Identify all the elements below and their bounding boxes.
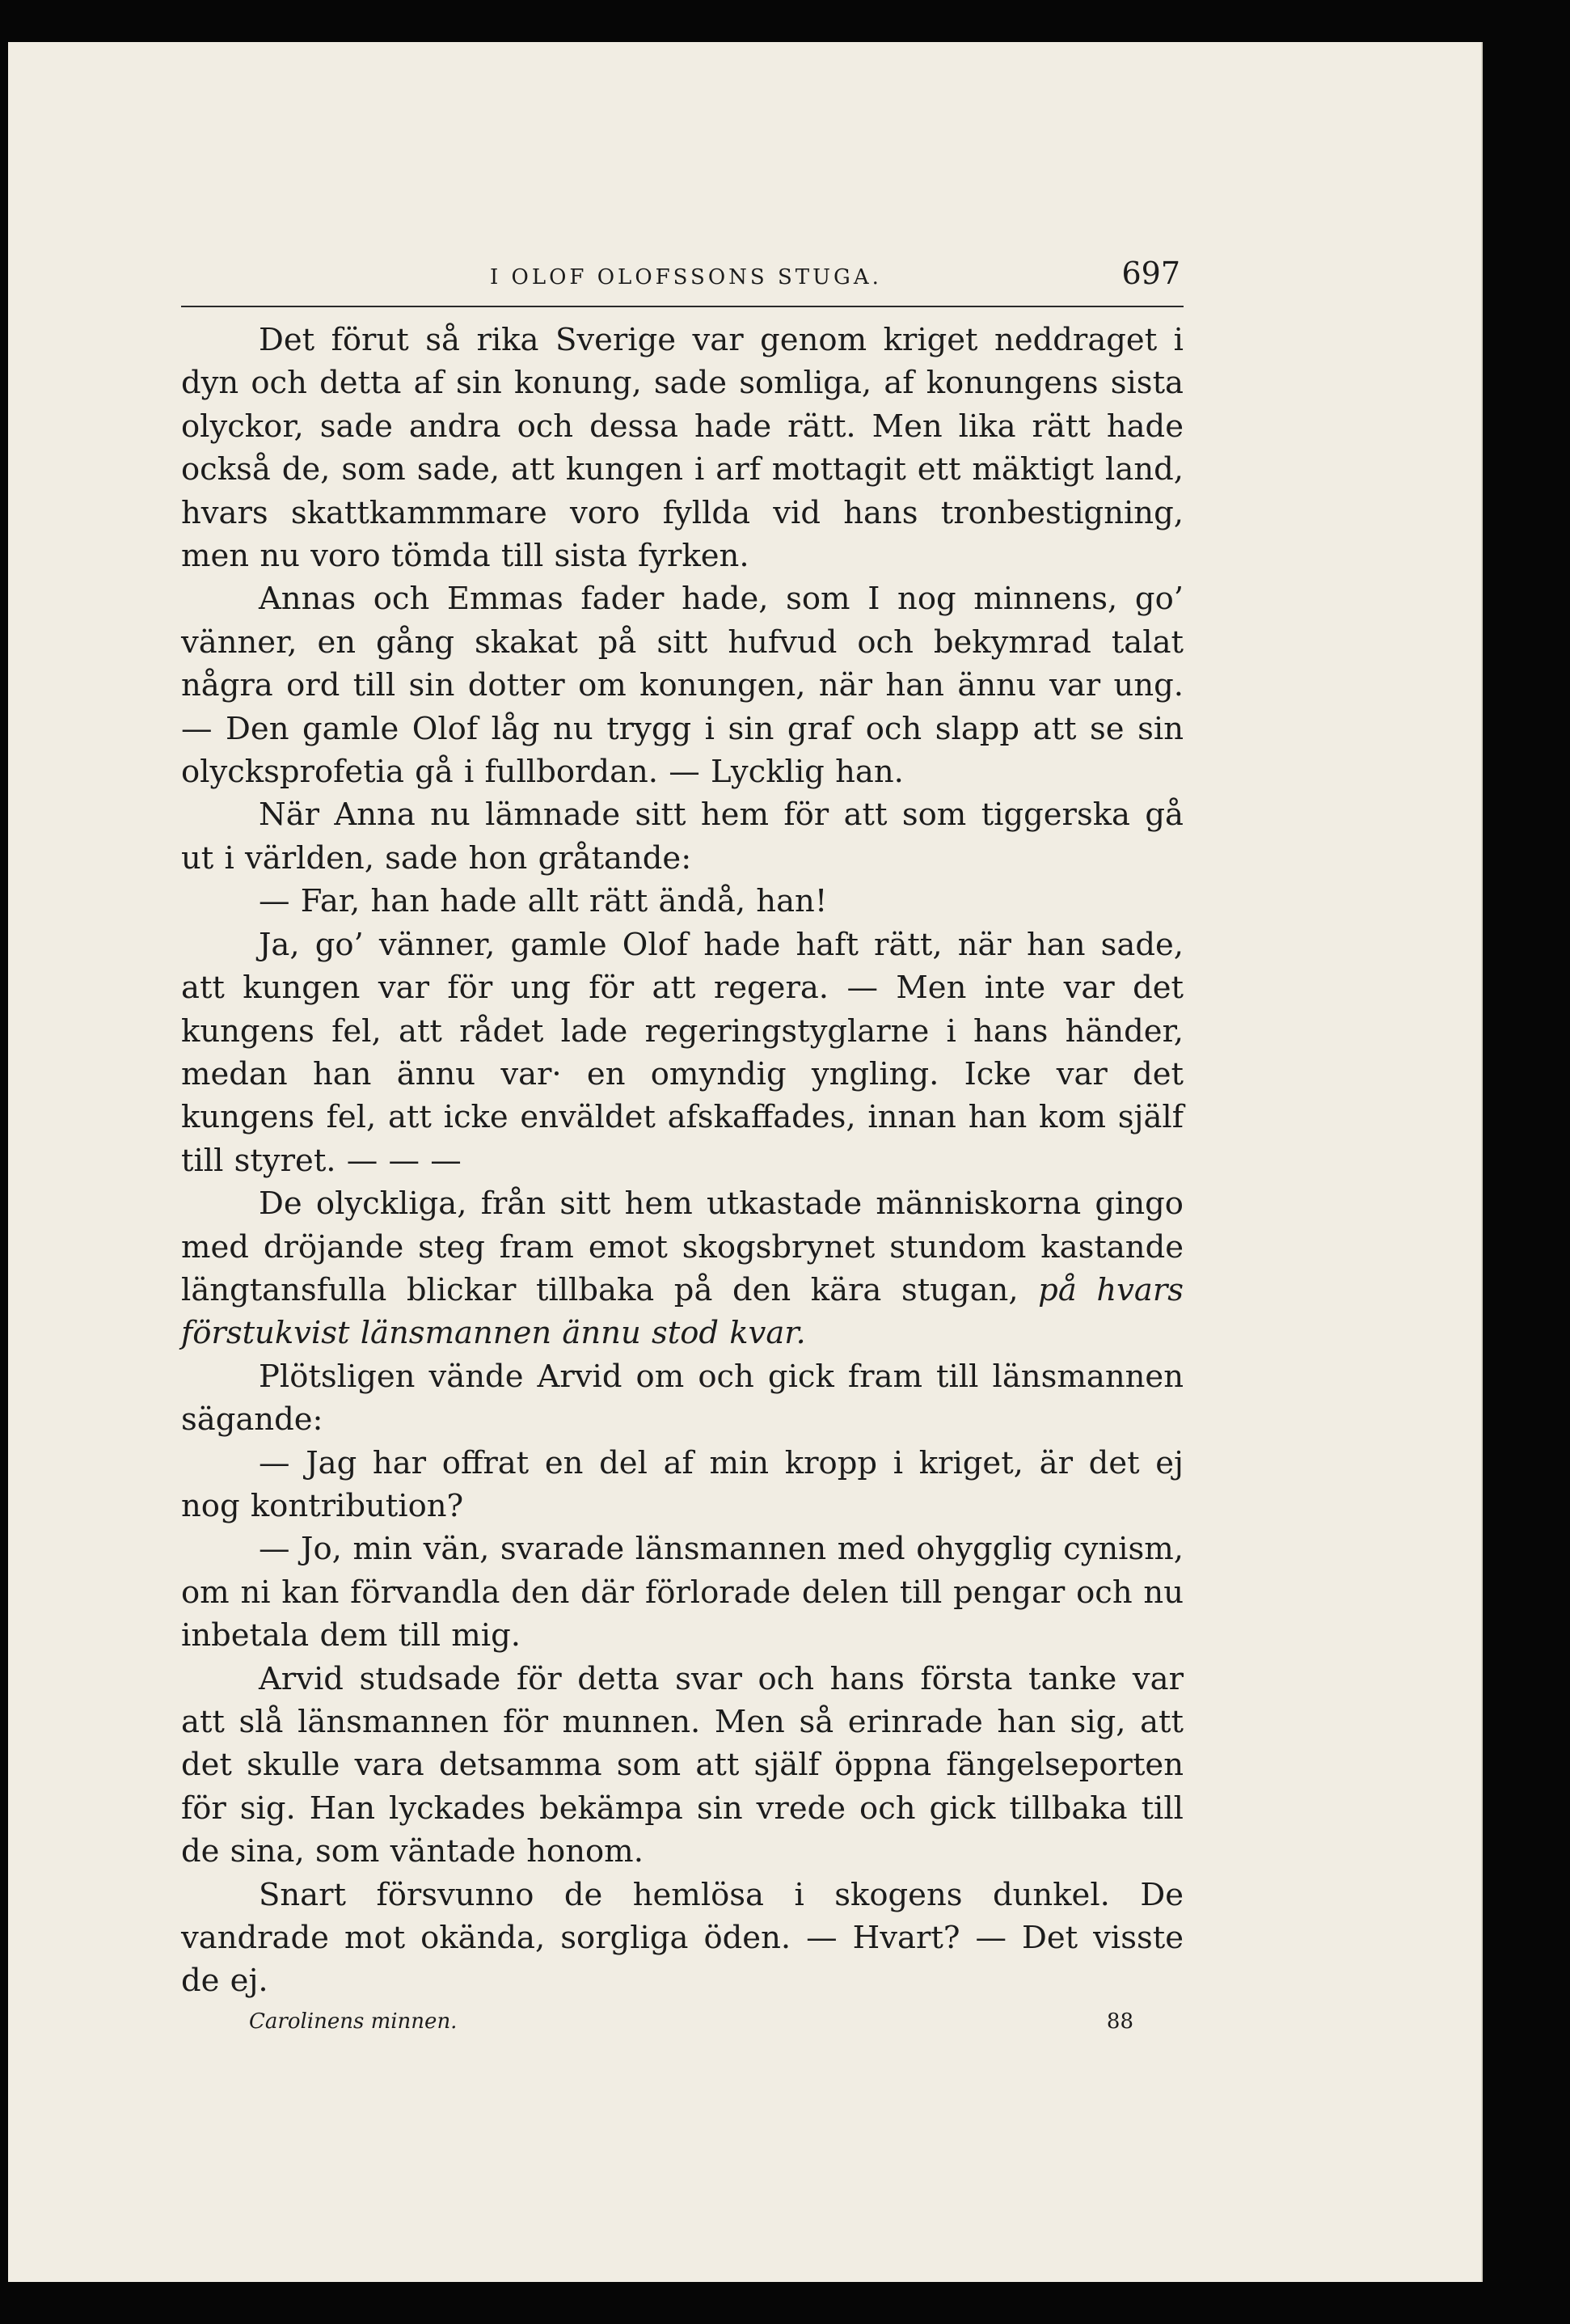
paragraph-text: De olyckliga, från sitt hem utkastade människorna gingo med dröjande steg fram emot skogsbrynet stundom kastande längtansfulla blickar tillbaka på den kära stugan, bbox=[181, 1185, 1184, 1308]
page-number: 697 bbox=[1121, 256, 1180, 291]
paragraph: Plötsligen vände Arvid om och gick fram till länsmannen sägande: bbox=[181, 1358, 1184, 1439]
paragraph: Annas och Emmas fader hade, som I nog minnens, go’ vänner, en gång skakat på sitt hufvud och bekymrad talat några ord till sin dotter om konungen, när han ännu var ung. — Den gamle Olof låg nu trygg i sin graf och slapp att se sin olycksprofetia gå i fullbordan. — Lycklig han. bbox=[181, 581, 1184, 791]
paragraph: Det förut så rika Sverige var genom kriget neddraget i dyn och detta af sin konung, sade somliga, af konungens sista olyckor, sade andra och dessa hade rätt. Men lika rätt hade också de, som sade, att kungen i arf mottagit ett mäktigt land, hvars skattkammmare voro fyllda vid hans tronbestigning, men nu voro tömda till sista fyrken. bbox=[181, 322, 1184, 575]
paragraph bbox=[181, 1182, 1184, 1355]
body-text bbox=[181, 319, 1184, 2003]
running-header bbox=[181, 256, 1184, 307]
footer-signature: 88 bbox=[1106, 2009, 1133, 2034]
paragraph: När Anna nu lämnade sitt hem för att som tiggerska gå ut i världen, sade hon gråtande: bbox=[181, 796, 1184, 877]
italic-phrase: på hvars förstukvist länsmannen ännu stod kvar. bbox=[181, 1271, 1184, 1352]
page-footer bbox=[181, 2009, 1184, 2034]
paragraph: Arvid studsade för detta svar och hans första tanke var att slå länsmannen för munnen. Men så erinrade han sig, att det skulle vara detsamma som att själf öppna fängelseporten för sig. Han lyckades bekämpa sin vrede och gick tillbaka till de sina, som väntade honom. bbox=[181, 1660, 1184, 1870]
paragraph: — Jag har offrat en del af min kropp i kriget, är det ej nog kontribution? bbox=[181, 1444, 1184, 1524]
paragraph: Snart försvunno de hemlösa i skogens dunkel. De vandrade mot okända, sorgliga öden. — Hvart? — Det visste de ej. bbox=[181, 1876, 1184, 2000]
footer-book-title: Carolinens minnen. bbox=[249, 2009, 458, 2034]
page-content bbox=[181, 256, 1184, 2034]
running-title: I OLOF OLOFSSONS STUGA. bbox=[490, 265, 882, 289]
paragraph: — Far, han hade allt rätt ändå, han! bbox=[259, 883, 828, 920]
paragraph: Ja, go’ vänner, gamle Olof hade haft rätt, när han sade, att kungen var för ung för att regera. — Men inte var det kungens fel, att rådet lade regeringstyglarne i hans händer, medan han ännu var· en omyndig yngling. Icke var det kungens fel, att icke enväldet afskaffades, innan han kom själf till styret. — — — bbox=[181, 926, 1184, 1179]
book-page bbox=[8, 42, 1483, 2282]
paragraph: — Jo, min vän, svarade länsmannen med ohygglig cynism, om ni kan förvandla den där förlorade delen till pengar och nu inbetala dem till mig. bbox=[181, 1531, 1184, 1654]
